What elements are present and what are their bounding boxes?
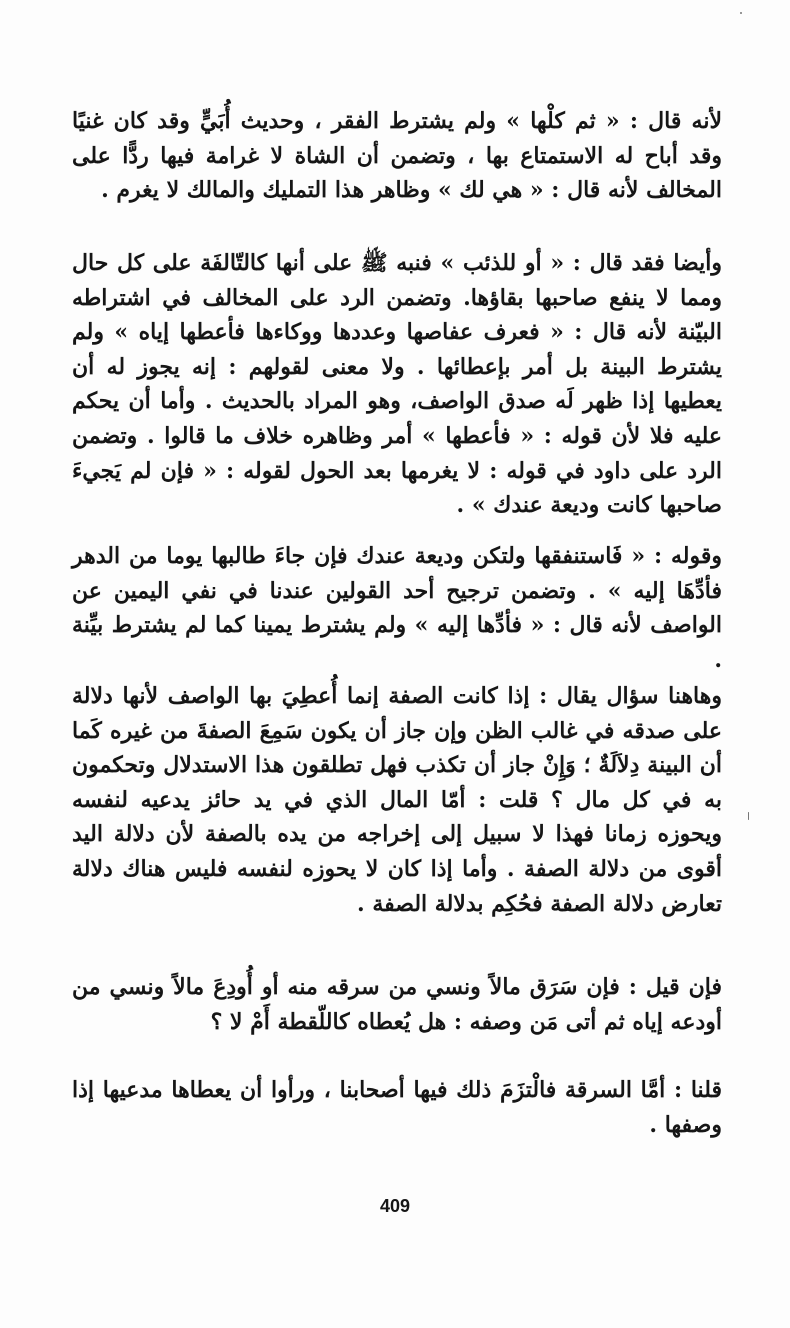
paragraph-5-text: فإن قيل : فإن سَرَق مالاً ونسي من سرقه منه أو أُودِعَ مالاً ونسي من أودعه إياه ثم أتى مَن وصفه : هل يُعطاه كاللّقطة أَمْ لا ؟ [72,974,722,1035]
paragraph-1 [72,104,722,208]
paragraph-1-text: لأنه قال : « ثم كلْها » ولم يشترط الفقر ، وحديث أُبَيٍّ وقد كان غنيًا وقد أباح له الاستمتاع بها ، وتضمن أن الشاة لا غرامة فيها ردًّا على المخالف لأنه قال : « هي لك » وظاهر هذا التمليك والمالك لا يغرم . [72,108,722,204]
paragraph-2-text: وأيضا فقد قال : « أو للذئب » فنبه ﷺ على أنها كالتّالفَة على كل حال ومما لا ينفع صاحبها بقاؤها. وتضمن الرد على المخالف في اشتراطه البيّنة لأنه قال : « فعرف عفاصها وعددها ووكاءها فأعطها إياه » ولم يشترط البينة بل أمر بإعطائها . ولا معنى لقولهم : إنه يجوز له أن يعطيها إذا ظهر لَه صدق الواصف، وهو المراد بالحديث . وأما أن يحكم عليه فلا لأن قوله : « فأعطها » أمر وظاهره خلاف ما قالوا . وتضمن الرد على داود في قوله : لا يغرمها بعد الحول لقوله : « فإن لم يَجيءَ صاحبها كانت وديعة عندك » . [72,250,722,519]
paragraph-3 [72,539,722,677]
scan-speck [740,12,742,14]
paragraph-5 [72,970,722,1039]
paragraph-3-text: وقوله : « فَاستنفقها ولتكن وديعة عندك فإن جاءَ طالبها يوما من الدهر فأدِّهَا إليه » . وتضمن ترجيح أحد القولين عندنا في نفي اليمين عن الواصف لأنه قال : « فأدِّها إليه » ولم يشترط يمينا كما لم يشترط بيِّنة . [72,543,722,673]
paragraph-4 [72,679,722,921]
paragraph-6-text: قلنا : أمَّا السرقة فالْتزَمَ ذلك فيها أصحابنا ، ورأوا أن يعطاها مدعيها إذا وصفها . [72,1077,722,1138]
paragraph-6 [72,1073,722,1142]
page-number: 409 [379,1196,411,1216]
paragraph-2 [72,246,722,523]
paragraph-4-text: وهاهنا سؤال يقال : إذا كانت الصفة إنما أُعطِيَ بها الواصف لأنها دلالة على صدقه في غالب الظن وإن جاز أن يكون سَمِعَ الصفةَ من غيره كَما أن البينة دِلاَلَةٌ ؛ وَإِنْ جاز أن تكذب فهل تطلقون هذا الاستدلال وتحكمون به في كل مال ؟ قلت : أمّا المال الذي في يد حائز يدعيه لنفسه ويحوزه زمانا فهذا لا سبيل إلى إخراجه من يده بالصفة لأن دلالة اليد أقوى من دلالة الصفة . وأما إذا كان لا يحوزه لنفسه فليس هناك دلالة تعارض دلالة الصفة فحُكِم بدلالة الصفة . [72,683,722,917]
scan-speck [748,812,749,820]
